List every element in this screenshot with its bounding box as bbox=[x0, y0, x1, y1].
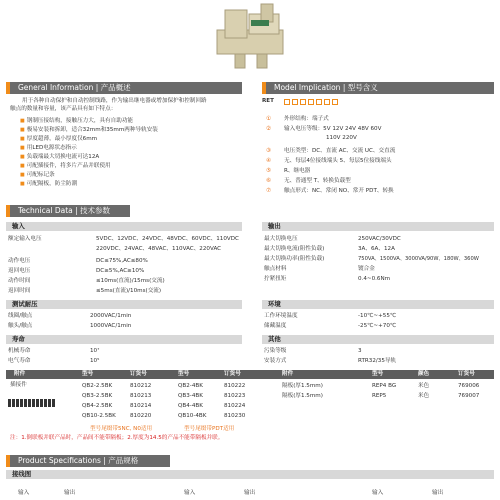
other-label: 安装方式 bbox=[264, 358, 287, 364]
feature-item: ■ 极易安装和拆卸，适合32mm和35mm两种导轨安装 bbox=[20, 127, 158, 135]
acc-cell: 810222 bbox=[224, 383, 246, 389]
model-item: 输入电压等级：5V 12V 24V 48V 60V bbox=[284, 126, 382, 132]
acc-cell: QB4-2.5BK bbox=[82, 403, 113, 409]
acc-cell: 米色 bbox=[418, 383, 430, 389]
feature-item: ■ 可配插接件，将多片产品并联使用 bbox=[20, 163, 111, 171]
life-label: 机械寿命 bbox=[8, 348, 31, 354]
env-value: -25℃~+70℃ bbox=[358, 323, 397, 329]
acc-cell: QB10-2.5BK bbox=[82, 413, 116, 419]
acc-cell: QB2-2.5BK bbox=[82, 383, 113, 389]
acc-cell: REP5 bbox=[372, 393, 387, 399]
other-label: 污染等级 bbox=[264, 348, 287, 354]
output-label: 最大切换电压 bbox=[264, 236, 298, 242]
feature-item: ■ 钢制压接结构，接触压力大，具有自助功能 bbox=[20, 118, 133, 126]
acc-cell: 810220 bbox=[130, 413, 152, 419]
model-code-box bbox=[324, 99, 330, 105]
other-value: RTR32/35导轨 bbox=[358, 358, 397, 364]
acc-col-2: 型号 bbox=[82, 371, 94, 377]
acc-cell: 810213 bbox=[130, 393, 152, 399]
test-label: 线圈/触点 bbox=[8, 313, 33, 319]
acc-item-left: 插接件 bbox=[10, 382, 27, 388]
general-section-header bbox=[6, 82, 242, 94]
test-value: 2000VAC/1min bbox=[90, 313, 132, 319]
model-code-box bbox=[292, 99, 298, 105]
model-circle-2: ② bbox=[266, 126, 272, 132]
model-circle-7: ⑦ bbox=[266, 188, 272, 194]
input-label: 动作电压 bbox=[8, 258, 31, 264]
model-item: 无、普通型 T、转换负载型 bbox=[284, 178, 351, 184]
test-value: 1000VAC/1min bbox=[90, 323, 132, 329]
input-label: 动作时间 bbox=[8, 278, 31, 284]
acc-col-1: 附件 bbox=[14, 371, 26, 377]
acc-note: 注：1.倒联板并联产品时，产品间不能带隔板；2.厚度为14.5的产品不能带隔板并联。 bbox=[10, 435, 224, 441]
env-label: 工作环境温度 bbox=[264, 313, 298, 319]
input-value: ≤5ms(直流)/10ms(交流) bbox=[96, 288, 162, 294]
other-value: 3 bbox=[358, 348, 362, 354]
model-code-box bbox=[308, 99, 314, 105]
acc-cell: QB3-2.5BK bbox=[82, 393, 113, 399]
output-label: 最大切换电流(阻性负载) bbox=[264, 246, 325, 252]
acc-cell: 769007 bbox=[458, 393, 480, 399]
wiring-header: 接线图 bbox=[6, 470, 494, 479]
model-code-box bbox=[332, 99, 338, 105]
model-circle-3: ③ bbox=[266, 148, 272, 154]
feature-item: ■ 可配隔板，防尘防潮 bbox=[20, 181, 77, 189]
acc-cell: 810224 bbox=[224, 403, 246, 409]
input-value: DC≥5%,AC≥10% bbox=[96, 268, 145, 274]
output-header: 输出 bbox=[262, 222, 494, 231]
model-code-box bbox=[300, 99, 306, 105]
acc-cell: QB2-4BK bbox=[178, 383, 203, 389]
acc-cell: 769006 bbox=[458, 383, 480, 389]
feature-item: ■ 用LED电源状态指示 bbox=[20, 145, 77, 153]
acc-caption-right: 型号尾缀带PDT适用 bbox=[184, 426, 235, 432]
acc-cell: 810223 bbox=[224, 393, 246, 399]
acc-col-5: 订货号 bbox=[224, 371, 241, 377]
life-value: 10⁵ bbox=[90, 358, 100, 364]
acc-cell: 米色 bbox=[418, 393, 430, 399]
input-value: 220VDC、24VAC、48VAC、110VAC、220VAC bbox=[96, 246, 222, 252]
acc-cell: QB3-4BK bbox=[178, 393, 203, 399]
test-label: 触头/触点 bbox=[8, 323, 33, 329]
other-header: 其他 bbox=[262, 335, 494, 344]
wiring-label: 输出 bbox=[244, 490, 256, 496]
env-value: -10℃~+55℃ bbox=[358, 313, 397, 319]
output-value: 3A、6A、12A bbox=[358, 246, 395, 252]
model-circle-6: ⑥ bbox=[266, 178, 272, 184]
input-header: 输入 bbox=[6, 222, 242, 231]
output-label: 最大切换功率(阻性负载) bbox=[264, 256, 325, 262]
feature-item: ■ 可配标记条 bbox=[20, 172, 55, 180]
input-label: 额定输入电压 bbox=[8, 236, 42, 242]
general-intro-line-1: 用于各种自动保护和自动控制线路，作为输出继电器或增加保护和控制回路 bbox=[22, 98, 207, 104]
output-value: 250VAC/30VDC bbox=[358, 236, 401, 242]
wiring-label: 输入 bbox=[372, 490, 384, 496]
model-circle-5: ⑤ bbox=[266, 168, 272, 174]
acc-caption-left: 型号尾缀带5NC, N0适用 bbox=[90, 426, 153, 432]
model-title: Model Implication | 型号含义 bbox=[274, 83, 378, 92]
general-title: General Information | 产品概述 bbox=[18, 83, 131, 92]
acc-cell: 隔板(厚1.5mm) bbox=[282, 383, 323, 389]
acc-col-9: 订货号 bbox=[458, 371, 475, 377]
acc-cell: REP4 BG bbox=[372, 383, 397, 389]
input-value: ≤10ms(直流)/15ms(交流) bbox=[96, 278, 165, 284]
acc-cell: 隔板(厚1.5mm) bbox=[282, 393, 323, 399]
output-label: 拧紧扭矩 bbox=[264, 276, 287, 282]
technical-title: Technical Data | 技术参数 bbox=[18, 206, 111, 215]
acc-col-6: 附件 bbox=[282, 371, 294, 377]
acc-cell: QB4-4BK bbox=[178, 403, 203, 409]
feature-item: ■ 厚度超薄，最小厚度仅6mm bbox=[20, 136, 97, 144]
life-header: 寿命 bbox=[6, 335, 242, 344]
acc-cell: 810214 bbox=[130, 403, 152, 409]
input-value: 5VDC、12VDC、24VDC、48VDC、60VDC、110VDC bbox=[96, 236, 239, 242]
output-label: 触点材料 bbox=[264, 266, 287, 272]
env-label: 储藏温度 bbox=[264, 323, 287, 329]
acc-cell: 810212 bbox=[130, 383, 152, 389]
acc-cell: QB10-4BK bbox=[178, 413, 207, 419]
model-item: 无、每层4位接线端头 5、每层5位接线端头 bbox=[284, 158, 392, 164]
input-value: DC≤75%,AC≤80% bbox=[96, 258, 148, 264]
acc-col-3: 订货号 bbox=[130, 371, 147, 377]
acc-col-4: 型号 bbox=[178, 371, 190, 377]
connector-image bbox=[8, 392, 63, 400]
model-code: RET bbox=[262, 98, 274, 104]
life-label: 电气寿命 bbox=[8, 358, 31, 364]
wiring-label: 输入 bbox=[184, 490, 196, 496]
test-header: 测试耐压 bbox=[6, 300, 242, 309]
input-label: 返回时间 bbox=[8, 288, 31, 294]
model-item: 110V 220V bbox=[326, 135, 357, 141]
model-item: 触点形式：NC、常闭 NO、常开 PDT、转换 bbox=[284, 188, 394, 194]
spec-section-header bbox=[6, 455, 170, 467]
feature-item: ■ 负载端最大切换电流可达12A bbox=[20, 154, 99, 162]
wiring-label: 输出 bbox=[432, 490, 444, 496]
product-image bbox=[205, 2, 295, 72]
acc-col-8: 颜色 bbox=[418, 371, 430, 377]
output-value: 0.4~0.6Nm bbox=[358, 276, 391, 282]
env-header: 环境 bbox=[262, 300, 494, 309]
model-circle-1: ① bbox=[266, 116, 272, 122]
input-label: 返回电压 bbox=[8, 268, 31, 274]
output-value: 镀合金 bbox=[358, 266, 375, 272]
model-section-header bbox=[262, 82, 494, 94]
acc-col-7: 型号 bbox=[372, 371, 384, 377]
model-circle-4: ④ bbox=[266, 158, 272, 164]
life-value: 10⁷ bbox=[90, 348, 100, 354]
output-value: 750VA、1500VA、3000VA/90W、180W、360W bbox=[358, 256, 479, 262]
wiring-label: 输出 bbox=[64, 490, 76, 496]
model-item: 外形结构：端子式 bbox=[284, 116, 329, 122]
general-intro-line-2: 触点的数量和容量，该产品具有如下特点： bbox=[10, 106, 117, 112]
model-code-box bbox=[316, 99, 322, 105]
model-code-box bbox=[284, 99, 290, 105]
spec-title: Product Specifications | 产品规格 bbox=[18, 456, 139, 465]
model-item: R、继电器 bbox=[284, 168, 311, 174]
model-item: 电压类型：DC、直流 AC、交流 UC、交直流 bbox=[284, 148, 396, 154]
wiring-label: 输入 bbox=[18, 490, 30, 496]
acc-cell: 810230 bbox=[224, 413, 246, 419]
technical-section-header bbox=[6, 205, 130, 217]
